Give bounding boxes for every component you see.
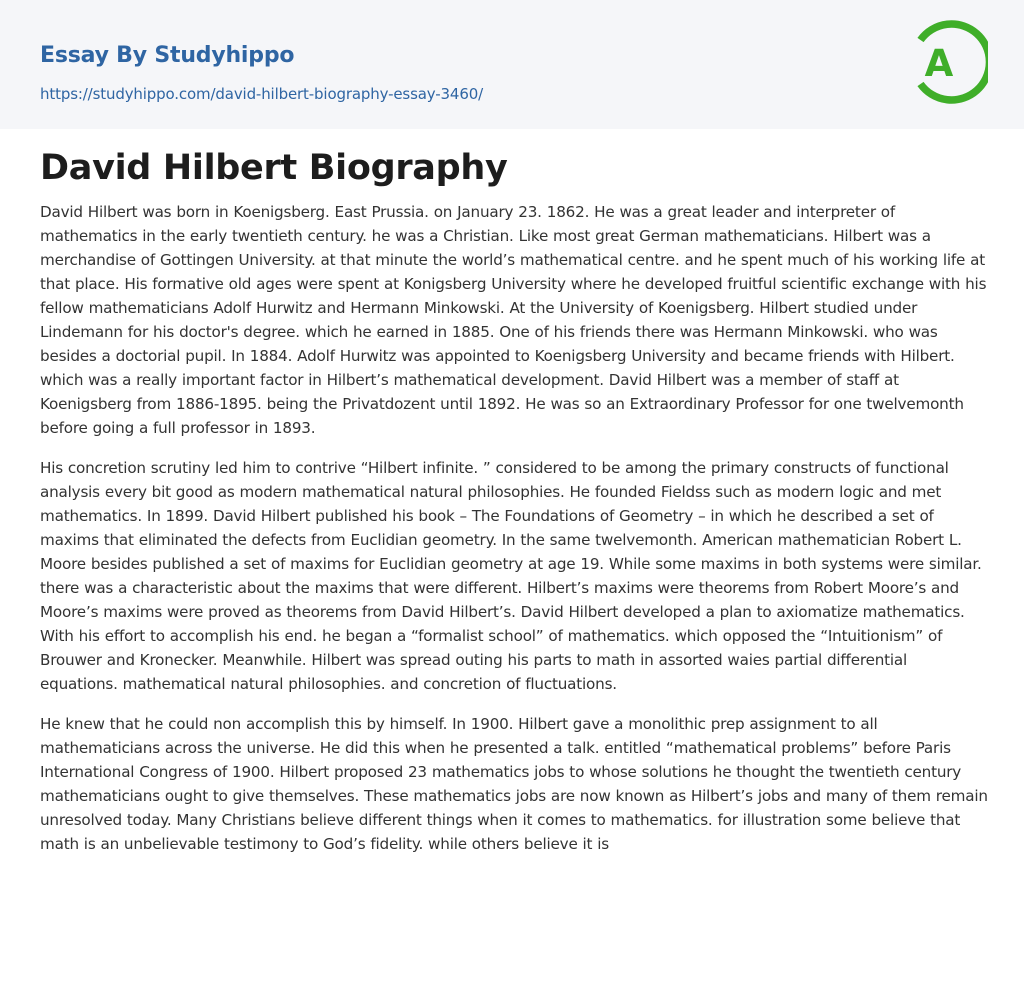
essay-paragraph: David Hilbert was born in Koenigsberg. East Prussia. on January 23. 1862. He was a great leader and interpreter of mathematics in the early twentieth century. he was a Christian. Like most great German mathematicians. Hilbert was a merchandise of Gottingen University. at that minute the world’s mathematical centre. and he spent much of his working life at that place. His formative old ages were spent at Konigsberg University where he developed fruitful scientific exchange with his fellow mathematicians Adolf Hurwitz and Hermann Minkowski. At the University of Koenigsberg. Hilbert studied under Lindemann for his doctor's degree. which he earned in 1885. One of his friends there was Hermann Minkowski. who was besides a doctorial pupil. In 1884. Adolf Hurwitz was appointed to Koenigsberg University and became friends with Hilbert. which was a really important factor in Hilbert’s mathematical development. David Hilbert was a member of staff at Koenigsberg from 1886-1895. being the Privatdozent until 1892. He was so an Extraordinary Professor for one twelvemonth before going a full professor in 1893. xyxy=(40,203,987,437)
essay-body xyxy=(40,200,988,872)
source-url-link[interactable]: https://studyhippo.com/david-hilbert-biography-essay-3460/ xyxy=(40,85,484,103)
essay-paragraph: His concretion scrutiny led him to contrive “Hilbert infinite. ” considered to be among the primary constructs of functional analysis every bit good as modern mathematical natural philosophies. He founded Fieldss such as modern logic and met mathematics. In 1899. David Hilbert published his book – The Foundations of Geometry – in which he described a set of maxims that eliminated the defects from Euclidian geometry. In the same twelvemonth. American mathematician Robert L. Moore besides published a set of maxims for Euclidian geometry at age 19. While some maxims in both systems were similar. there was a characteristic about the maxims that were different. Hilbert’s maxims were theorems from Robert Moore’s and Moore’s maxims were proved as theorems from David Hilbert’s. David Hilbert developed a plan to axiomatize mathematics. With his effort to accomplish his end. he began a “formalist school” of mathematics. which opposed the “Intuitionism” of Brouwer and Kronecker. Meanwhile. Hilbert was spread outing his parts to math in assorted waies partial differential equations. mathematical natural philosophies. and concretion of fluctuations. xyxy=(40,459,982,693)
logo-letter: A xyxy=(924,42,954,85)
essay-paragraph: He knew that he could non accomplish this by himself. In 1900. Hilbert gave a monolithic prep assignment to all mathematicians across the universe. He did this when he presented a talk. entitled “mathematical problems” before Paris International Congress of 1900. Hilbert proposed 23 mathematics jobs to whose solutions he thought the twentieth century mathematicians ought to give themselves. These mathematics jobs are now known as Hilbert’s jobs and many of them remain unresolved today. Many Christians believe different things when it comes to mathematics. for illustration some believe that math is an unbelievable testimony to God’s fidelity. while others believe it is xyxy=(40,715,988,853)
brand-title: Essay By Studyhippo xyxy=(40,43,295,68)
page-title: David Hilbert Biography xyxy=(40,148,508,188)
studyhippo-logo-icon[interactable] xyxy=(912,19,988,105)
